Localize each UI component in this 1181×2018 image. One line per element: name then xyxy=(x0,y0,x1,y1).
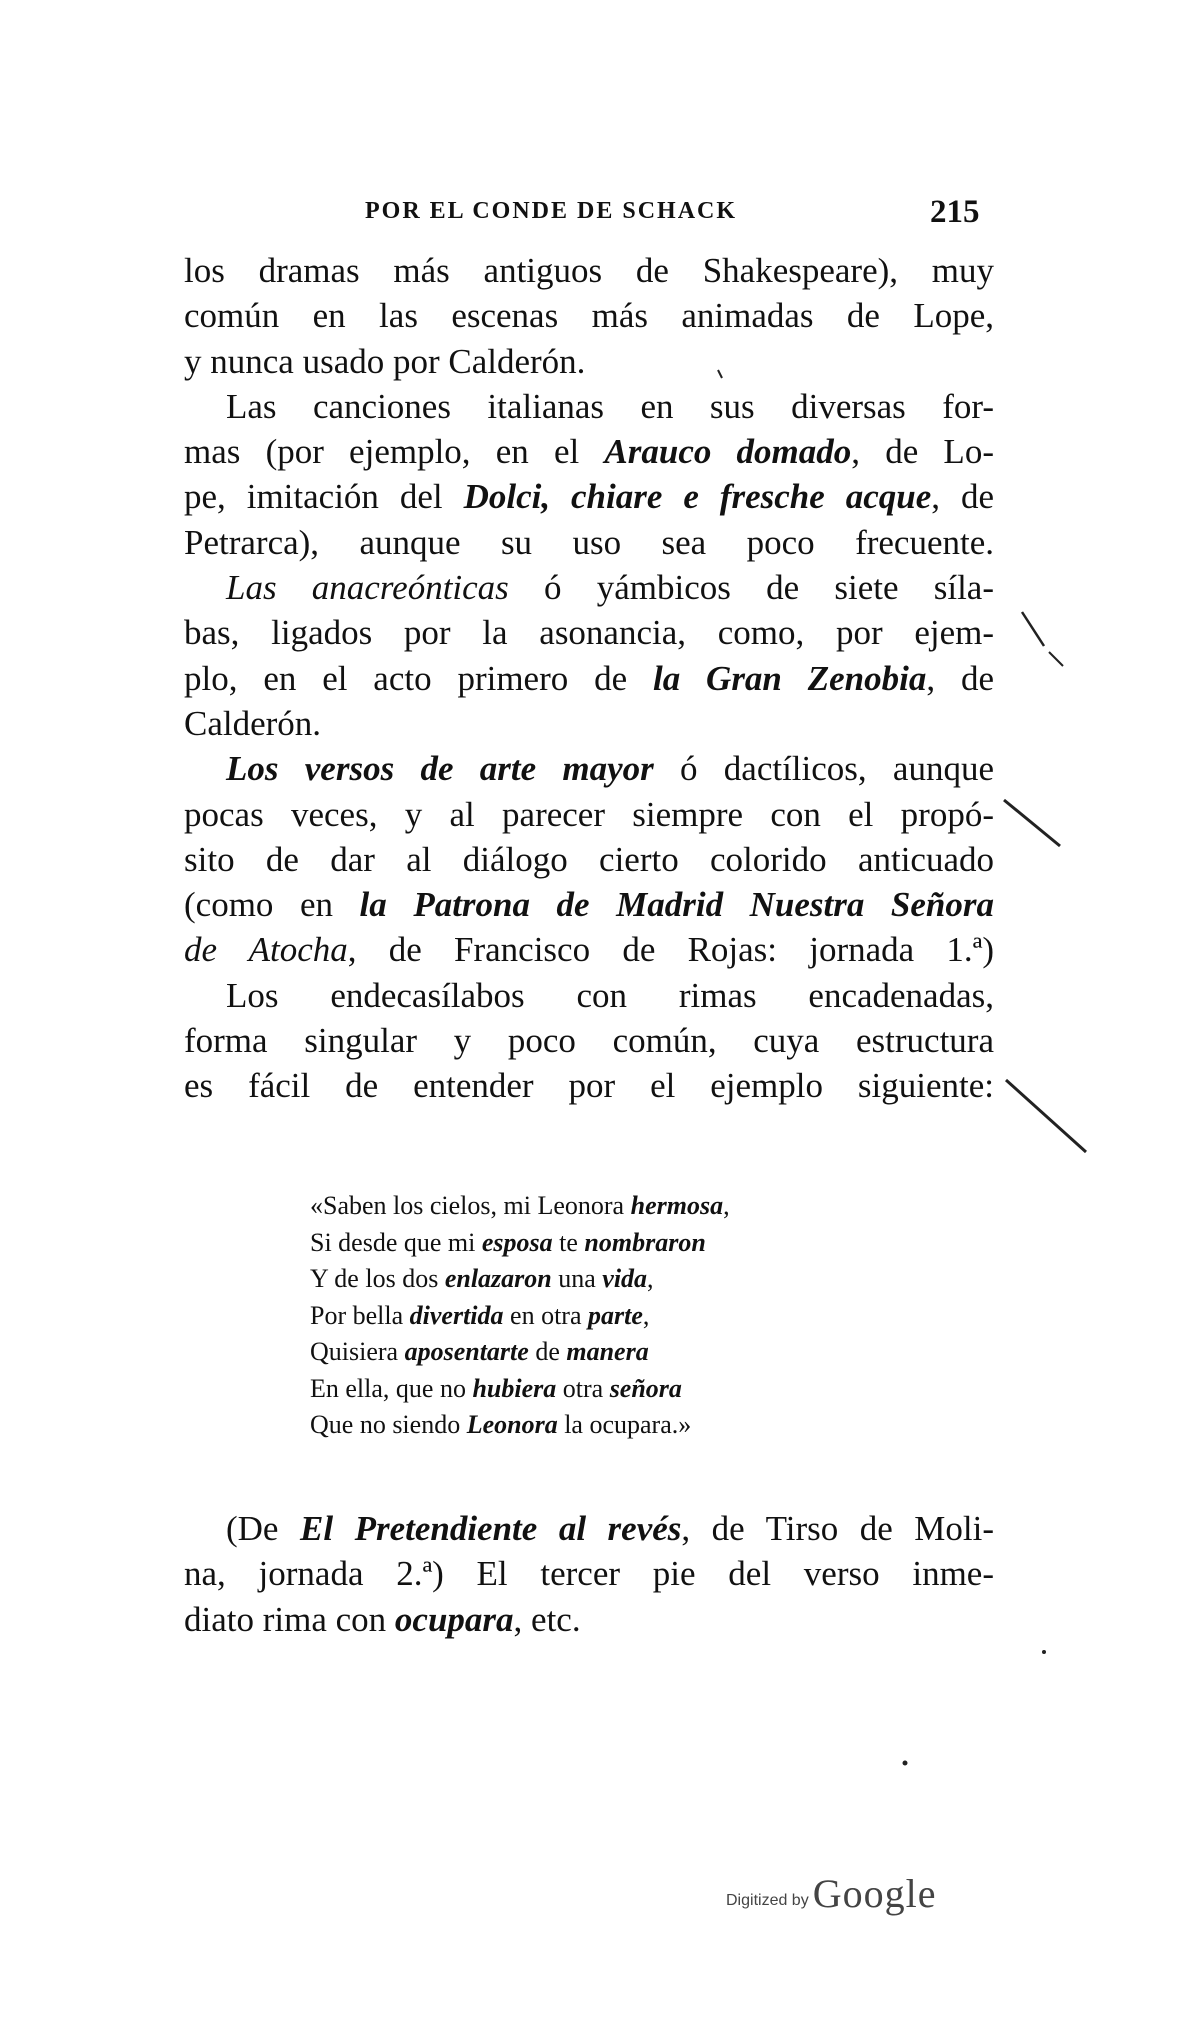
text-run: , de xyxy=(926,658,994,698)
italic-rhyme: hubiera xyxy=(472,1373,557,1403)
page-number: 215 xyxy=(930,194,980,230)
text-run: (De xyxy=(226,1509,300,1548)
text-line: forma singular y poco común, cuya estructura xyxy=(184,1021,994,1061)
italic-rhyme: enlazaron xyxy=(444,1264,552,1293)
running-head: POR EL CONDE DE SCHACK xyxy=(365,198,738,224)
text-run: , de Tirso de Moli- xyxy=(681,1509,995,1548)
text-line: bas, ligados por la asonancia, como, por ejem- xyxy=(184,613,994,653)
italic-rhyme: señora xyxy=(609,1373,682,1403)
italic-rhyme: parte xyxy=(588,1300,643,1330)
text-run: ó yámbicos de siete síla- xyxy=(508,568,994,608)
italic-title: la Patrona de Madrid Nuestra Señora xyxy=(359,885,994,925)
text-run: otra xyxy=(556,1373,610,1403)
text-line: Los endecasílabos con rimas encadenadas, xyxy=(226,975,994,1015)
text-run: , de xyxy=(931,477,994,517)
text-run: plo, en el acto primero de xyxy=(184,658,653,698)
text-line: na, jornada 2.ª) El tercer pie del verso inme- xyxy=(184,1554,994,1594)
text-line: pocas veces, y al parecer siempre con el propó- xyxy=(184,794,994,834)
text-line: Calderón. xyxy=(184,703,322,743)
italic-rhyme: esposa xyxy=(481,1227,553,1257)
italic-rhyme: divertida xyxy=(409,1300,504,1330)
pencil-mark xyxy=(1004,800,1060,846)
text-line: común en las escenas más animadas de Lope, xyxy=(184,296,994,336)
pencil-mark xyxy=(1022,612,1044,646)
text-run: Quisiera xyxy=(310,1337,405,1366)
text-run: mas (por ejemplo, en el xyxy=(184,432,605,472)
pencil-dot xyxy=(1042,1650,1046,1654)
text-run: la ocupara.» xyxy=(557,1410,692,1439)
italic-rhyme: hermosa xyxy=(630,1191,724,1220)
text-run: , etc. xyxy=(513,1599,581,1639)
italic-term: Los versos de arte mayor xyxy=(226,749,654,789)
text-run: Y de los dos xyxy=(310,1264,445,1293)
text-line: Las canciones italianas en sus diversas for- xyxy=(226,386,994,426)
google-logo: Google xyxy=(812,1871,937,1916)
italic-rhyme: vida xyxy=(602,1264,648,1293)
text-run: , xyxy=(642,1300,650,1330)
italic-title: Arauco domado xyxy=(604,432,852,472)
italic-rhyme: nombraron xyxy=(584,1227,706,1257)
text-run: Si desde que mi xyxy=(310,1227,482,1257)
text-run: de xyxy=(528,1337,567,1366)
italic-rhyme: Leonora xyxy=(466,1410,558,1439)
text-line: los dramas más antiguos de Shakespeare), muy xyxy=(184,251,994,290)
italic-title: Dolci, chiare e fresche acque xyxy=(463,477,932,517)
text-run: te xyxy=(552,1227,585,1257)
italic-title: la Gran Zenobia xyxy=(652,658,927,698)
text-line: Petrarca), aunque su uso sea poco frecuente. xyxy=(184,522,994,562)
digitized-label: Digitized by xyxy=(726,1892,809,1909)
text-run: diato rima con xyxy=(184,1599,395,1639)
pencil-mark xyxy=(1006,1080,1086,1152)
text-run: (como en xyxy=(184,885,360,925)
pencil-mark xyxy=(1049,652,1063,666)
italic-term: ocupara xyxy=(394,1599,514,1639)
text-run: , de Lo- xyxy=(851,432,994,472)
text-run: , de Francisco de Rojas: jornada 1.ª) xyxy=(347,930,994,970)
text-run: ó dactílicos, aunque xyxy=(653,749,994,789)
text-run: una xyxy=(551,1264,603,1293)
text-run: «Saben los cielos, mi Leonora xyxy=(310,1191,631,1220)
text-run: Por bella xyxy=(310,1300,410,1330)
italic-rhyme: aposentarte xyxy=(404,1337,529,1366)
pencil-mark xyxy=(718,370,722,378)
text-run: Que no siendo xyxy=(310,1410,467,1439)
text-run: , xyxy=(723,1191,730,1220)
text-line: es fácil de entender por el ejemplo siguiente: xyxy=(184,1066,994,1106)
italic-title: de Atocha xyxy=(184,930,348,970)
italic-term: Las anacreónticas xyxy=(226,568,509,608)
text-run: , xyxy=(647,1264,654,1293)
pencil-dot xyxy=(903,1761,908,1766)
italic-title: El Pretendiente al revés xyxy=(299,1509,682,1548)
text-run: En ella, que no xyxy=(310,1373,473,1403)
text-run: pe, imitación del xyxy=(184,477,464,517)
text-line: y nunca usado por Calderón. xyxy=(184,341,586,381)
text-line: sito de dar al diálogo cierto colorido anticuado xyxy=(184,839,994,879)
text-run: en otra xyxy=(503,1300,588,1330)
digitized-by-google xyxy=(726,1870,936,1917)
italic-rhyme: manera xyxy=(566,1337,649,1366)
